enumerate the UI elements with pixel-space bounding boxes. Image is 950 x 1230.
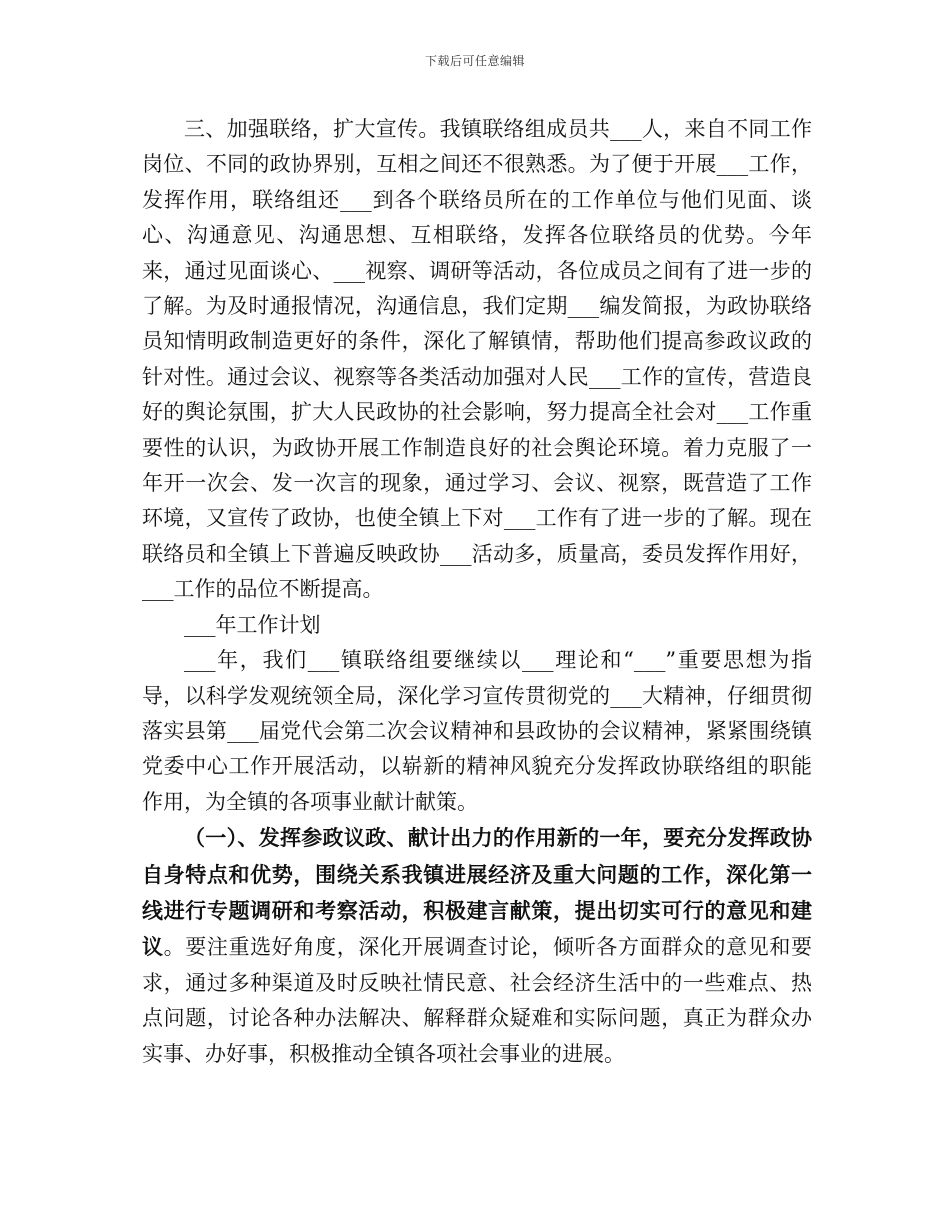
paragraph-plan-guidance: ___年，我们___镇联络组要继续以___理论和“___”重要思想为指导，以科学发观统领全局，深化学习宣传贯彻党的___大精神，仔细贯彻落实县第___届党代会第二次会议精神和县政协的会议精神，紧紧围绕镇党委中心工作开展活动，以崭新的精神风貌充分发挥政协联络组的职能作用，为全镇的各项事业献计献策。 bbox=[142, 648, 812, 814]
paragraph-liaison-publicity: 三、加强联络，扩大宣传。我镇联络组成员共___人，来自不同工作岗位、不同的政协界别，互相之间还不很熟悉。为了便于开展___工作，发挥作用，联络组还___到各个联络员所在的工作单位与他们见面、谈心、沟通意见、沟通思想、互相联络，发挥各位联络员的优势。今年来，通过见面谈心、___视察、调研等活动，各位成员之间有了进一步的了解。为及时通报情况，沟通信息，我们定期___编发简报，为政协联络员知情明政制造更好的条件，深化了解镇情，帮助他们提高参政议政的针对性。通过会议、视察等各类活动加强对人民___工作的宣传，营造良好的舆论氛围，扩大人民政协的社会影响，努力提高全社会对___工作重要性的认识，为政协开展工作制造良好的社会舆论环境。着力克服了一年开一次会、发一次言的现象，通过学习、会议、视察，既营造了工作环境，又宣传了政协，也使全镇上下对___工作有了进一步的了解。现在联络员和全镇上下普遍反映政协___活动多，质量高，委员发挥作用好，___工作的品位不断提高。 bbox=[142, 117, 812, 602]
paragraph-body-text: 。要注重选好角度，深化开展调查讨论，倾听各方面群众的意见和要求，通过多种渠道及时反映社情民意、社会经济生活中的一些难点、热点问题，讨论各种办法解决、解释群众疑难和实际问题，真正为群众办实事、办好事，积极推动全镇各项社会事业的进展。 bbox=[142, 935, 813, 1066]
document-body bbox=[142, 112, 812, 1072]
paragraph-participation-role bbox=[142, 820, 812, 1072]
paragraph-bold-lead: （一）、发挥参政议政、献计出力的作用新的一年，要充分发挥政协自身特点和优势，围绕关系我镇进展经济及重大问题的工作，深化第一线进行专题调研和考察活动，积极建言献策，提出切实可行的意见和建议 bbox=[142, 825, 812, 960]
page-header: 下载后可任意编辑 bbox=[424, 54, 525, 68]
section-heading-work-plan: ___年工作计划 bbox=[184, 612, 321, 637]
